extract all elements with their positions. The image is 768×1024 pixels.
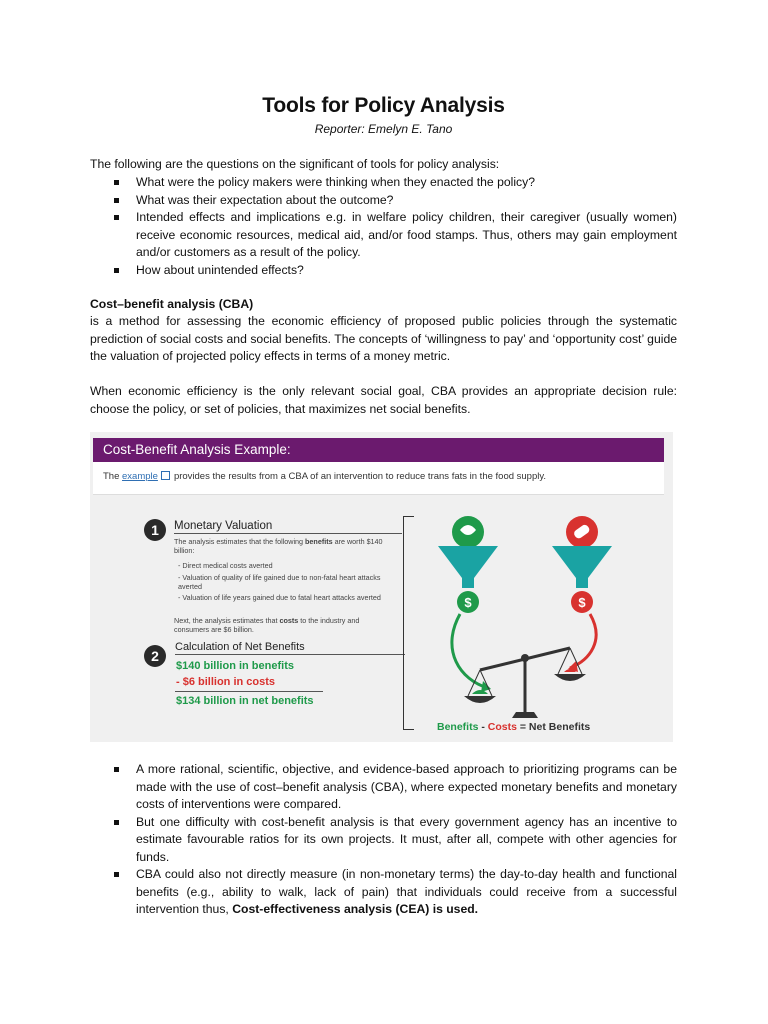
list-item: A more rational, scientific, objective, and evidence-based approach to prioritizing programs can be made with the use of cost–benefit analysis (CBA), where expected monetary benefits and monetary costs of interventions were compared. — [90, 761, 677, 814]
cost-funnel-icon — [552, 516, 612, 613]
costs-amount: - $6 billion in costs — [176, 676, 276, 688]
bullet-icon — [114, 198, 119, 203]
example-link[interactable]: example — [122, 471, 158, 482]
balance-scale-icon — [464, 648, 586, 718]
bullet-icon — [114, 820, 119, 825]
bullet-icon — [114, 215, 119, 220]
bullets-list — [90, 761, 677, 919]
benefits-amount: $140 billion in benefits — [176, 660, 294, 672]
step-number-1: 1 — [144, 519, 166, 541]
cba-definition: is a method for assessing the economic efficiency of proposed public policies through the systematic prediction of social costs and social benefits. The concepts of ‘willingness to pay’ and ‘opportunity cost’ guide the valuation of projected policy effects in terms of a money metric. — [90, 314, 677, 363]
list-item: But one difficulty with cost-benefit analysis is that every government agency has an incentive to estimate favourable ratios for its own projects. It must, after all, compete with other agencies for funds. — [90, 814, 677, 867]
cost-benefit-scale-illustration — [420, 510, 670, 740]
list-item: How about unintended effects? — [90, 262, 677, 280]
reporter-line: Reporter: Emelyn E. Tano — [314, 122, 453, 136]
figure-header — [93, 438, 664, 462]
costs-estimate-text: Next, the analysis estimates that costs to the industry and consumers are $6 billion. — [174, 616, 360, 634]
benefit-dollar-icon: $ — [464, 595, 472, 610]
bullet-icon — [114, 872, 119, 877]
benefit-funnel-icon — [438, 516, 498, 613]
bullet-icon — [114, 268, 119, 273]
monetary-valuation-title: Monetary Valuation — [174, 520, 273, 532]
list-item: What were the policy makers were thinking when they enacted the policy? — [90, 174, 677, 192]
bullet-icon — [114, 180, 119, 185]
bullet-icon — [114, 767, 119, 772]
decision-rule-paragraph: When economic efficiency is the only relevant social goal, CBA provides an appropriate decision rule: choose the policy, or set of policies, that maximizes net social benefits. — [90, 384, 677, 416]
list-item: CBA could also not directly measure (in non-monetary terms) the day-to-day health and functional benefits (e.g., ability to walk, lack of pain) that individuals could receive from a successful intervention thus, Cost-effectiveness analysis (CEA) is used. — [90, 866, 677, 919]
net-benefits-legend: Benefits - Costs = Net Benefits — [437, 721, 591, 733]
net-benefits-amount: $134 billion in net benefits — [176, 695, 314, 707]
divider — [175, 654, 405, 655]
questions-list — [90, 174, 677, 279]
benefits-estimate-text: The analysis estimates that the following benefits are worth $140 billion: — [174, 537, 383, 555]
bracket — [403, 516, 414, 730]
figure-subheader: The example provides the results from a CBA of an intervention to reduce trans fats in the food supply. — [93, 462, 664, 495]
page-title: Tools for Policy Analysis — [262, 94, 505, 117]
cost-arrow-icon — [570, 614, 596, 668]
figure-header-title: Cost-Benefit Analysis Example: — [103, 442, 291, 457]
net-benefits-title: Calculation of Net Benefits — [175, 641, 305, 653]
divider — [174, 533, 402, 534]
cba-heading: Cost–benefit analysis (CBA) — [90, 297, 254, 311]
cost-dollar-icon: $ — [578, 595, 586, 610]
step-number-2: 2 — [144, 645, 166, 667]
benefit-arrow-icon — [452, 614, 488, 688]
sum-divider — [175, 691, 323, 692]
external-link-icon[interactable] — [161, 471, 170, 480]
cba-example-figure — [90, 432, 673, 742]
list-item: Intended effects and implications e.g. in welfare policy children, their caregiver (usually women) receive economic resources, medical aid, and/or food stamps. Thus, others may gain employment and/or customers as a result of the policy. — [90, 209, 677, 262]
intro-paragraph: The following are the questions on the significant of tools for policy analysis: — [90, 157, 500, 171]
list-item: What was their expectation about the outcome? — [90, 192, 677, 210]
benefit-items-list: - Direct medical costs averted - Valuation of quality of life gained due to non-fatal heart attacks averted - Valuation of life years gained due to fatal heart attacks averted — [178, 561, 381, 603]
